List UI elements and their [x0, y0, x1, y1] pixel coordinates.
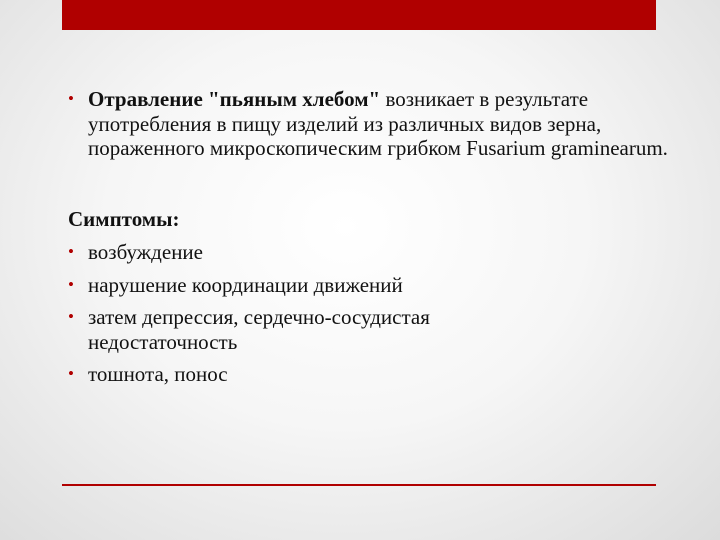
symptom-item [68, 240, 668, 265]
slide-content [68, 87, 668, 395]
symptom-item [68, 273, 668, 298]
symptoms-heading: Симптомы: [68, 206, 180, 231]
bottom-divider-line [62, 484, 656, 486]
symptom-text: затем депрессия, сердечно-сосудистая недостаточность [88, 305, 430, 354]
symptom-text: нарушение координации движений [88, 272, 403, 297]
symptom-item [68, 362, 668, 387]
intro-bold-term: Отравление "пьяным хлебом" [88, 87, 381, 111]
top-accent-bar [62, 0, 656, 30]
bullet-icon: • [68, 364, 74, 383]
bullet-icon: • [68, 242, 74, 261]
intro-paragraph [68, 87, 668, 161]
bullet-icon: • [68, 307, 74, 326]
symptom-text: возбуждение [88, 240, 203, 264]
symptom-item [68, 305, 528, 354]
bullet-icon: • [68, 274, 74, 294]
intro-text: возникает в результате употребления в пищу изделий из различных видов зерна, пораженного микроскопическим грибком Fusarium graminearum. [88, 87, 668, 160]
bullet-icon: • [68, 89, 74, 108]
symptom-text: тошнота, понос [88, 362, 228, 386]
